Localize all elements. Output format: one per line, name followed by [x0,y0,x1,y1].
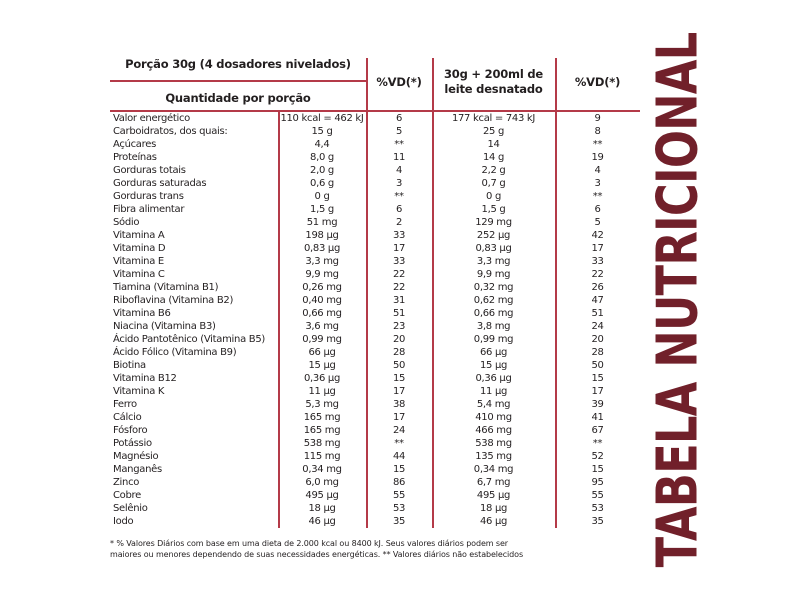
table-row [110,359,640,372]
vd-with-milk: 15 [591,373,604,384]
value-with-milk: 18 µg [479,503,508,514]
table-row [110,190,640,203]
vd-with-milk: 50 [591,360,604,371]
value-per-portion: 115 mg [303,451,341,462]
vd-per-portion: ** [394,191,404,202]
vd-with-milk: 17 [591,386,604,397]
vd-per-portion: 50 [392,360,406,371]
value-with-milk: 0,83 µg [475,243,512,254]
vd-per-portion: 23 [392,321,406,332]
table-row [110,437,640,450]
value-per-portion: 0,83 µg [303,243,341,254]
vd-per-portion: 22 [392,282,406,293]
value-with-milk: 0,34 mg [473,464,514,475]
vd-with-milk: 28 [591,347,604,358]
vd-per-portion: 5 [395,126,403,137]
value-with-milk: 538 mg [475,438,512,449]
value-with-milk: 2,2 g [481,165,506,176]
vd-with-milk: 33 [591,256,604,267]
footnote-line-1: * % Valores Diários com base em uma dieta de 2.000 kcal ou 8400 kJ. Seus valores diários podem ser [110,539,508,548]
nutrient-name: Ferro [113,399,137,410]
quantity-per-portion-header: Quantidade por porção [165,91,311,105]
vd-with-milk: 17 [591,243,604,254]
table-row [110,255,640,268]
table-row [110,281,640,294]
nutrient-name: Manganês [113,464,162,475]
vd-per-portion: 31 [392,295,406,306]
value-per-portion: 165 mg [303,425,341,436]
vd-with-milk: 5 [594,217,601,228]
value-with-milk: 6,7 mg [476,477,511,488]
table-row [110,489,640,502]
value-with-milk: 1,5 g [481,204,506,215]
nutrient-name: Iodo [113,516,134,527]
nutrient-name: Vitamina B12 [113,373,177,384]
vd-with-milk: 55 [591,490,604,501]
vd-per-portion: 53 [392,503,406,514]
vd-with-milk: ** [592,191,603,202]
vd-per-portion: 22 [392,269,406,280]
vd-with-milk: ** [592,438,603,449]
vd-per-portion: 3 [395,178,403,189]
vd-per-portion: 15 [392,464,406,475]
vd-with-milk: 39 [591,399,604,410]
vd-per-portion: 28 [392,347,406,358]
vd-header-milk: %VD(*) [574,75,621,89]
nutrient-name: Cálcio [113,412,142,423]
value-with-milk: 3,8 mg [476,321,511,332]
value-per-portion: 11 µg [308,386,336,397]
nutrient-name: Vitamina D [113,243,166,254]
value-with-milk: 0 g [486,191,501,202]
value-per-portion: 46 µg [308,516,336,527]
nutrient-name: Selênio [113,503,148,514]
nutrient-name: Vitamina A [113,230,165,241]
portion-underline-divider [110,80,366,82]
value-with-milk: 466 mg [475,425,512,436]
value-per-portion: 18 µg [308,503,336,514]
vd-with-milk: 41 [591,412,604,423]
table-row [110,203,640,216]
table-row [110,307,640,320]
value-with-milk: 14 [487,139,500,150]
value-with-milk: 15 µg [479,360,508,371]
table-row [110,333,640,346]
table-row [110,450,640,463]
vd-with-milk: 53 [591,503,604,514]
value-per-portion: 5,3 mg [305,399,339,410]
table-row [110,411,640,424]
nutrient-name: Zinco [113,477,140,488]
value-per-portion: 495 µg [305,490,339,501]
value-per-portion: 198 µg [305,230,339,241]
value-with-milk: 0,32 mg [473,282,514,293]
vd-per-portion: 15 [392,373,406,384]
vd-per-portion: 33 [392,256,406,267]
portion-header-cell [110,54,366,110]
vd-per-portion: 17 [392,386,406,397]
value-per-portion: 0,40 mg [302,295,342,306]
nutrient-name: Proteínas [113,152,157,163]
value-per-portion: 4,4 [314,139,330,150]
vd-with-milk: 8 [594,126,601,137]
table-row [110,346,640,359]
nutrient-name: Vitamina B6 [113,308,171,319]
vd-per-portion: 11 [392,152,406,163]
value-with-milk: 177 kcal = 743 kJ [451,113,536,124]
vd-per-portion: 44 [392,451,406,462]
vd-with-milk: 24 [591,321,604,332]
value-with-milk: 0,36 µg [475,373,512,384]
table-row [110,164,640,177]
value-with-milk: 129 mg [475,217,512,228]
table-row [110,177,640,190]
value-per-portion: 15 g [311,126,333,137]
value-per-portion: 538 mg [303,438,341,449]
value-per-portion: 51 mg [306,217,338,228]
value-with-milk: 0,62 mg [473,295,514,306]
value-with-milk: 0,99 mg [473,334,514,345]
value-with-milk: 14 g [482,152,505,163]
table-body [110,112,640,528]
table-row [110,125,640,138]
vd-per-portion: 20 [392,334,406,345]
nutrient-name: Sódio [113,217,140,228]
value-per-portion: 165 mg [303,412,341,423]
vd-per-portion: 55 [392,490,406,501]
value-with-milk: 3,3 mg [476,256,511,267]
nutrient-name: Biotina [113,360,146,371]
vd-per-portion: 38 [392,399,406,410]
nutrient-name: Valor energético [113,113,190,124]
footnote-line-2: maiores ou menores dependendo de suas necessidades energéticas. ** Valores diários não estabelecidos [110,549,524,559]
value-per-portion: 0,99 mg [302,334,342,345]
vd-per-portion: 4 [395,165,403,176]
vd-with-milk: 52 [591,451,604,462]
value-with-milk: 0,7 g [481,178,506,189]
value-with-milk: 0,66 mg [473,308,514,319]
value-per-portion: 9,9 mg [305,269,339,280]
table-row [110,112,640,125]
table-header-row [110,54,640,110]
value-per-portion: 1,5 g [310,204,334,215]
vd-with-milk: 15 [591,464,604,475]
table-row [110,138,640,151]
vd-with-milk: 95 [591,477,604,488]
nutrient-name: Potássio [113,438,152,449]
table-row [110,242,640,255]
vd-per-portion: 35 [392,516,406,527]
value-with-milk: 46 µg [479,516,508,527]
table-row [110,515,640,528]
nutrient-name: Ácido Fólico (Vitamina B9) [113,347,237,358]
table-row [110,385,640,398]
value-per-portion: 0 g [314,191,330,202]
nutrient-name: Cobre [113,490,141,501]
value-with-milk: 495 µg [476,490,511,501]
value-with-milk: 5,4 mg [476,399,511,410]
nutrient-name: Gorduras saturadas [113,178,207,189]
vd-with-milk: 26 [591,282,604,293]
nutrient-name: Vitamina C [113,269,165,280]
nutrient-name: Fibra alimentar [113,204,185,215]
vd-per-portion: 17 [392,412,406,423]
value-with-milk: 252 µg [476,230,511,241]
nutrient-name: Fósforo [113,425,148,436]
nutrient-name: Ácido Pantotênico (Vitamina B5) [113,334,265,345]
nutrition-table [110,54,640,528]
nutrient-name: Niacina (Vitamina B3) [113,321,216,332]
nutrient-name: Carboidratos, dos quais: [113,126,228,137]
table-row [110,229,640,242]
vd-per-portion: ** [394,438,404,449]
value-per-portion: 8,0 g [310,152,334,163]
footnote [110,539,580,560]
vd-per-portion: 6 [395,204,403,215]
table-row [110,372,640,385]
vd-with-milk: 22 [591,269,604,280]
value-with-milk: 11 µg [479,386,508,397]
nutrient-name: Tiamina (Vitamina B1) [113,282,219,293]
value-per-portion: 15 µg [308,360,336,371]
value-with-milk: 135 mg [475,451,512,462]
value-per-portion: 2,0 g [310,165,334,176]
value-per-portion: 0,6 g [310,178,334,189]
table-row [110,424,640,437]
value-per-portion: 0,36 µg [303,373,341,384]
vd-header-portion: %VD(*) [376,75,422,89]
nutrient-name: Vitamina E [113,256,164,267]
vd-per-portion: 86 [392,477,406,488]
value-with-milk: 9,9 mg [476,269,511,280]
value-with-milk: 25 g [482,126,505,137]
value-per-portion: 0,26 mg [302,282,342,293]
vd-with-milk: 35 [591,516,604,527]
table-row [110,216,640,229]
nutrient-name: Riboflavina (Vitamina B2) [113,295,234,306]
value-per-portion: 66 µg [308,347,336,358]
nutrient-name: Magnésio [113,451,159,462]
value-per-portion: 0,66 mg [302,308,342,319]
nutrient-name: Vitamina K [113,386,165,397]
vd-per-portion: 33 [392,230,406,241]
vd-with-milk: 47 [591,295,604,306]
vd-with-milk: 3 [594,178,601,189]
vd-with-milk: 4 [594,165,601,176]
table-row [110,476,640,489]
vd-with-milk: 9 [594,113,601,124]
value-per-portion: 6,0 mg [305,477,339,488]
vd-with-milk: 19 [591,152,604,163]
table-row [110,463,640,476]
value-per-portion: 0,34 mg [302,464,342,475]
vertical-page-title: TABELA NUTRICIONAL [645,32,711,568]
vd-with-milk: 42 [591,230,604,241]
portion-title: Porção 30g (4 dosadores nivelados) [125,57,351,71]
vd-with-milk: 20 [591,334,604,345]
vd-with-milk: ** [592,139,603,150]
value-per-portion: 3,3 mg [305,256,339,267]
nutrient-name: Açúcares [113,139,156,150]
table-row [110,502,640,515]
table-row [110,294,640,307]
table-row [110,320,640,333]
milk-serving-header: 30g + 200ml de leite desnatado [443,67,544,96]
vd-per-portion: 17 [392,243,406,254]
nutrient-name: Gorduras totais [113,165,186,176]
vd-per-portion: 2 [395,217,403,228]
table-row [110,268,640,281]
vd-per-portion: 51 [392,308,406,319]
vd-with-milk: 51 [591,308,604,319]
nutrient-name: Gorduras trans [113,191,184,202]
value-with-milk: 410 mg [475,412,512,423]
table-row [110,398,640,411]
table-row [110,151,640,164]
vd-per-portion: 24 [392,425,406,436]
vd-per-portion: 6 [395,113,403,124]
value-with-milk: 66 µg [479,347,508,358]
vd-with-milk: 67 [591,425,604,436]
vd-per-portion: ** [394,139,404,150]
vd-with-milk: 6 [594,204,601,215]
value-per-portion: 3,6 mg [305,321,339,332]
value-per-portion: 110 kcal = 462 kJ [280,113,364,124]
